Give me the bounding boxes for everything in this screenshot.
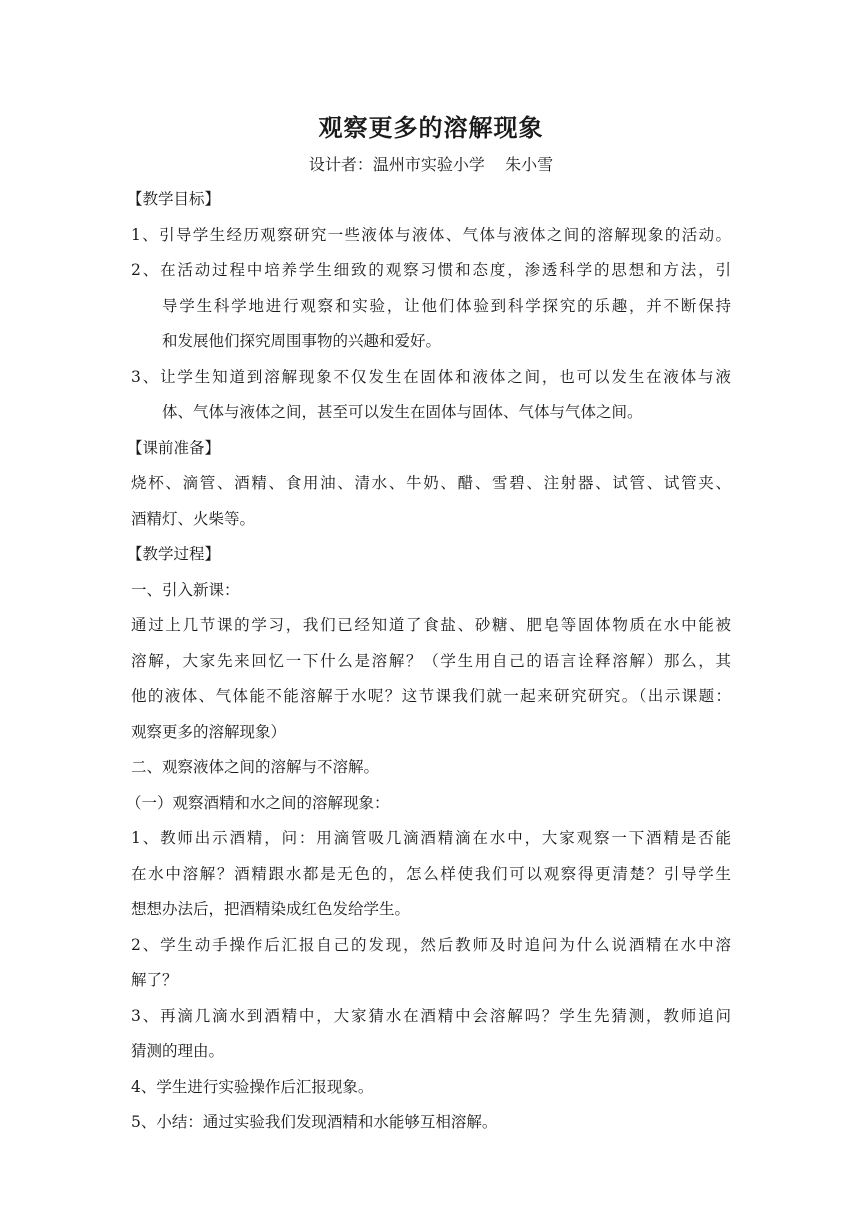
process-heading: 【教学过程】 [127,545,221,563]
step-paragraph: 5、小结：通过实验我们发现酒精和水能够互相溶解。 [131,1113,498,1131]
document-title: 观察更多的溶解现象 [318,113,544,142]
step-paragraph: 2、学生动手操作后汇报自己的发现，然后教师及时追问为什么说酒精在水中溶 [131,935,731,954]
section-title: 二、观察液体之间的溶解与不溶解。 [131,758,380,776]
intro-paragraph: 溶解，大家先来回忆一下什么是溶解？（学生用自己的语言诠释溶解）那么，其 [131,651,731,670]
objective-item-continuation: 体、气体与液体之间，甚至可以发生在固体与固体、气体与气体之间。 [162,403,643,421]
preparation-text: 酒精灯、火柴等。 [131,509,256,528]
section-title: 一、引入新课： [131,580,240,599]
objective-item: 2、在活动过程中培养学生细致的观察习惯和态度，渗透科学的思想和方法，引 [131,261,731,279]
step-paragraph: 3、再滴几滴水到酒精中，大家猜水在酒精中会溶解吗？学生先猜测，教师追问 [131,1006,731,1025]
step-paragraph: 想想办法后，把酒精染成红色发给学生。 [131,900,411,918]
step-paragraph: 在水中溶解？酒精跟水都是无色的，怎么样使我们可以观察得更清楚？引导学生 [131,864,731,883]
subsection-title: （一）观察酒精和水之间的溶解现象： [126,793,390,812]
intro-paragraph: 通过上几节课的学习，我们已经知道了食盐、砂糖、肥皂等固体物质在水中能被 [131,616,731,634]
step-paragraph: 1、教师出示酒精，问：用滴管吸几滴酒精滴在水中，大家观察一下酒精是否能 [131,829,731,847]
document-author: 设计者：温州市实验小学 朱小雪 [308,155,554,174]
preparation-text: 烧杯、滴管、酒精、食用油、清水、牛奶、醋、雪碧、注射器、试管、试管夹、 [131,474,731,492]
objective-item-continuation: 导学生科学地进行观察和实验，让他们体验到科学探究的乐趣，并不断保持 [162,296,731,315]
intro-paragraph: 观察更多的溶解现象） [131,722,287,741]
intro-paragraph: 他的液体、气体能不能溶解于水呢？这节课我们就一起来研究研究。（出示课题： [131,687,731,705]
step-paragraph: 解了？ [131,971,178,989]
objectives-heading: 【教学目标】 [127,190,221,208]
step-paragraph: 4、学生进行实验操作后汇报现象。 [131,1077,374,1096]
objective-item-continuation: 和发展他们探究周围事物的兴趣和爱好。 [162,332,442,350]
document-body [126,108,731,1141]
preparation-heading: 【课前准备】 [127,438,221,457]
step-paragraph: 猜测的理由。 [131,1042,225,1060]
objective-item: 1、引导学生经历观察研究一些液体与液体、气体与液体之间的溶解现象的活动。 [131,225,731,244]
objective-item: 3、让学生知道到溶解现象不仅发生在固体和液体之间，也可以发生在液体与液 [131,367,731,386]
